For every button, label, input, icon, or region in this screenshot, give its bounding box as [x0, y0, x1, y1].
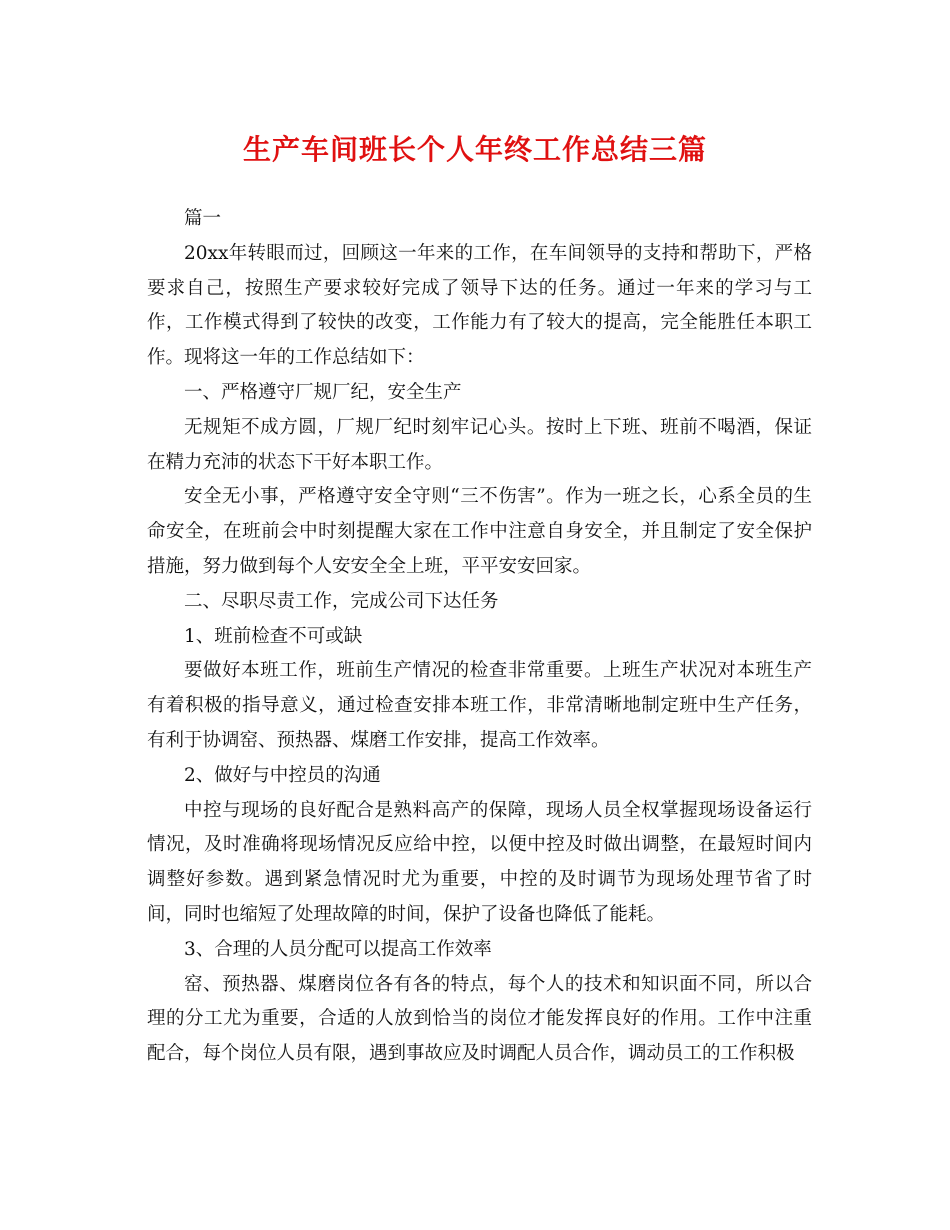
body-paragraph: 20xx年转眼而过，回顾这一年来的工作，在车间领导的支持和帮助下，严格要求自己，按照生产要求较好完成了领导下达的任务。通过一年来的学习与工作，工作模式得到了较快的改变，工作能力有了较大的提高，完全能胜任本职工作。现将这一年的工作总结如下：	[147, 242, 812, 369]
body-paragraph: 窑、预热器、煤磨岗位各有各的特点，每个人的技术和知识面不同，所以合理的分工尤为重要，合适的人放到恰当的岗位才能发挥良好的作用。工作中注重配合，每个岗位人员有限，遇到事故应及时调配人员合作，调动员工的工作积极	[147, 973, 812, 1065]
body-paragraph: 中控与现场的良好配合是熟料高产的保障，现场人员全权掌握现场设备运行情况，及时准确将现场情况反应给中控，以便中控及时做出调整，在最短时间内调整好参数。遇到紧急情况时尤为重要，中控的及时调节为现场处理节省了时间，同时也缩短了处理故障的时间，保护了设备也降低了能耗。	[147, 799, 812, 925]
document-body	[147, 202, 812, 1072]
section-heading: 一、严格遵守厂规厂纪，安全生产	[184, 381, 462, 403]
body-paragraph: 无规矩不成方圆，厂规厂纪时刻牢记心头。按时上下班、班前不喝酒，保证在精力充沛的状态下干好本职工作。	[147, 416, 812, 473]
section-heading: 二、尽职尽责工作，完成公司下达任务	[184, 590, 499, 612]
section-heading: 篇一	[184, 208, 222, 229]
subsection-heading: 2、做好与中控员的沟通	[184, 764, 381, 786]
body-paragraph: 安全无小事，严格遵守安全守则“三不伤害”。作为一班之长，心系全员的生命安全，在班前会中时刻提醒大家在工作中注意自身安全，并且制定了安全保护措施，努力做到每个人安安全全上班，平平安安回家。	[147, 486, 812, 577]
body-paragraph: 要做好本班工作，班前生产情况的检查非常重要。上班生产状况对本班生产有着积极的指导意义，通过检查安排本班工作，非常清晰地制定班中生产任务，有利于协调窑、预热器、煤磨工作安排，提高工作效率。	[147, 660, 812, 751]
document-title: 生产车间班长个人年终工作总结三篇	[242, 133, 707, 166]
subsection-heading: 3、合理的人员分配可以提高工作效率	[184, 938, 492, 960]
subsection-heading: 1、班前检查不可或缺	[184, 625, 363, 647]
